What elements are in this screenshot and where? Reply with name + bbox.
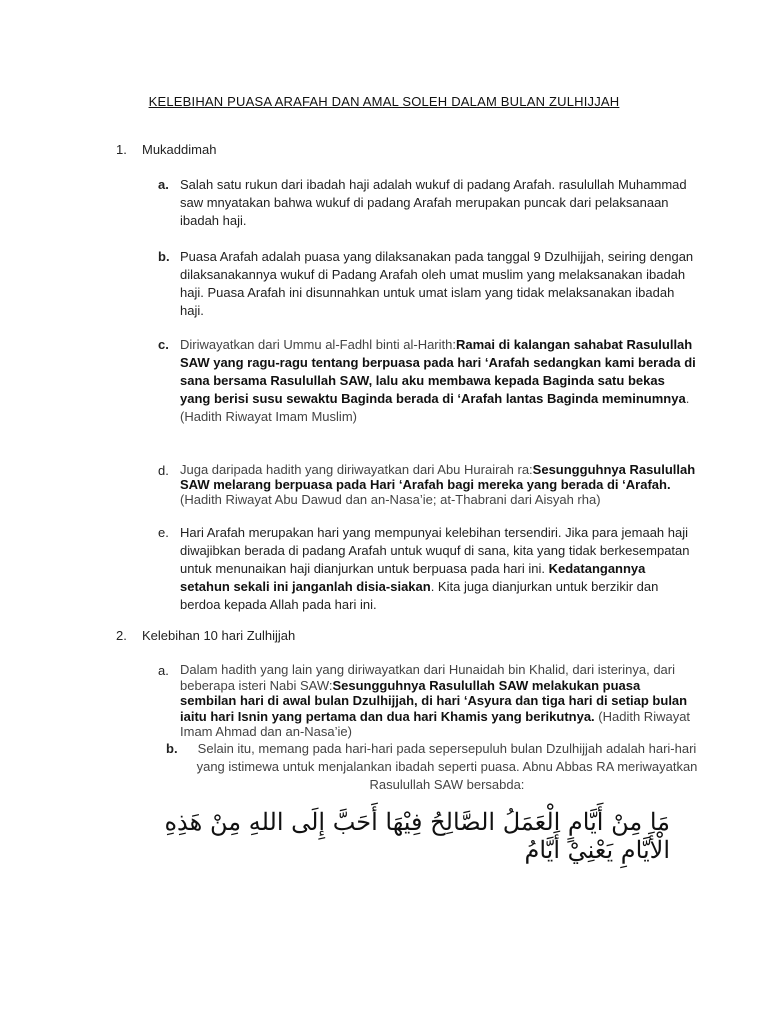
section-number: 2. (116, 628, 127, 643)
section-label: Kelebihan 10 hari Zulhijjah (142, 628, 296, 643)
item-text: Puasa Arafah adalah puasa yang dilaksanakan pada tanggal 9 Dzulhijjah, seiring dengan dilaksanakannya wukuf di Padang Arafah oleh umat muslim yang melaksanakan ibadah haji. Puasa Arafah ini disunnahkan untuk umat islam yang tidak melaksanakan ibadah haji. (180, 249, 694, 318)
highlight-text: Kedatangannya setahun sekali ini janganlah disia-siakan (180, 561, 646, 594)
item-label: a. (158, 663, 169, 678)
section-1-item-a (158, 176, 698, 230)
section-1-item-d (158, 462, 698, 507)
hadith-quote: Ramai di kalangan sahabat Rasulullah SAW yang ragu-ragu tentang berpuasa pada hari ‘Arafah sedangkan kami berada di sana bersama Rasulullah SAW, lalu aku membawa kepada Baginda satu bekas yang berisi susu sewaktu Baginda berada di ‘Arafah lantas Baginda meminumnya (180, 337, 696, 406)
item-text (180, 662, 698, 740)
hadith-quote: Sesungguhnya Rasulullah SAW melakukan puasa sembilan hari di awal bulan Dzulhijjah, di hari ‘Asyura dan tiga hari di setiap bulan iaitu hari Isnin yang pertama dan dua hari Khamis yang berikutnya. (180, 677, 688, 724)
section-2-heading (116, 628, 295, 643)
item-text-pre: Dalam hadith yang lain yang diriwayatkan dari Hunaidah bin Khalid, dari isterinya, dari beberapa isteri Nabi SAW: (180, 662, 676, 693)
section-1-item-b (158, 248, 698, 320)
item-text: Salah satu rukun dari ibadah haji adalah wukuf di padang Arafah. rasulullah Muhammad saw mnyatakan bahwa wukuf di padang Arafah merupakan puncak dari pelaksanaan ibadah haji. (180, 177, 687, 228)
section-1-item-c (158, 336, 698, 426)
item-text-post: . Kita juga dianjurkan untuk berzikir dan berdoa kepada Allah pada hari ini. (180, 579, 659, 612)
item-text-pre: Hari Arafah merupakan hari yang mempunyai kelebihan tersendiri. Jika para jemaah haji diwajibkan berada di padang Arafah untuk wuquf di sana, kita yang tidak berkesempatan untuk menunaikan haji dianjurkan untuk berpuasa pada hari ini. (180, 525, 690, 576)
section-2-item-b (166, 740, 706, 794)
document-title: KELEBIHAN PUASA ARAFAH DAN AMAL SOLEH DALAM BULAN ZULHIJJAH (148, 94, 620, 109)
item-label: b. (158, 249, 170, 264)
item-text-post: (Hadith Riwayat Imam Ahmad dan an-Nasa’ie) (180, 708, 691, 739)
item-text (180, 462, 698, 507)
item-text-post: (Hadith Riwayat Abu Dawud dan an-Nasa’ie; at-Thabrani dari Aisyah rha) (180, 492, 601, 507)
section-label: Mukaddimah (142, 142, 217, 157)
item-text-pre: Diriwayatkan dari Ummu al-Fadhl binti al-Harith: (180, 337, 456, 352)
item-label: d. (158, 463, 169, 478)
item-text (180, 524, 698, 614)
hadith-quote: Sesungguhnya Rasulullah SAW melarang berpuasa pada Hari ‘Arafah bagi mereka yang berada di ‘Arafah. (180, 462, 696, 492)
item-text-pre: Juga daripada hadith yang diriwayatkan dari Abu Hurairah ra: (180, 462, 533, 477)
item-text (180, 336, 698, 426)
section-2-item-a (158, 662, 698, 740)
section-number: 1. (116, 142, 127, 157)
item-label: b. (166, 741, 178, 756)
arabic-hadith-text: مَا مِنْ أَيَّامٍ الْعَمَلُ الصَّالِحُ فِيْهَا أَحَبَّ إِلَى اللهِ مِنْ هَذِهِ الْأَيَّامِ يَعْنِيْ أَيَّامُ (164, 808, 670, 864)
item-text-post: . (Hadith Riwayat Imam Muslim) (180, 391, 690, 424)
item-label: c. (158, 337, 169, 352)
item-text: Selain itu, memang pada hari-hari pada sepersepuluh bulan Dzulhijjah adalah hari-hari yang istimewa untuk menjalankan ibadah seperti puasa. Abnu Abbas RA meriwayatkan Rasulullah SAW bersabda: (196, 741, 698, 792)
item-label: a. (158, 177, 169, 192)
section-1-heading (116, 142, 216, 157)
item-label: e. (158, 525, 169, 540)
section-1-item-e (158, 524, 698, 614)
